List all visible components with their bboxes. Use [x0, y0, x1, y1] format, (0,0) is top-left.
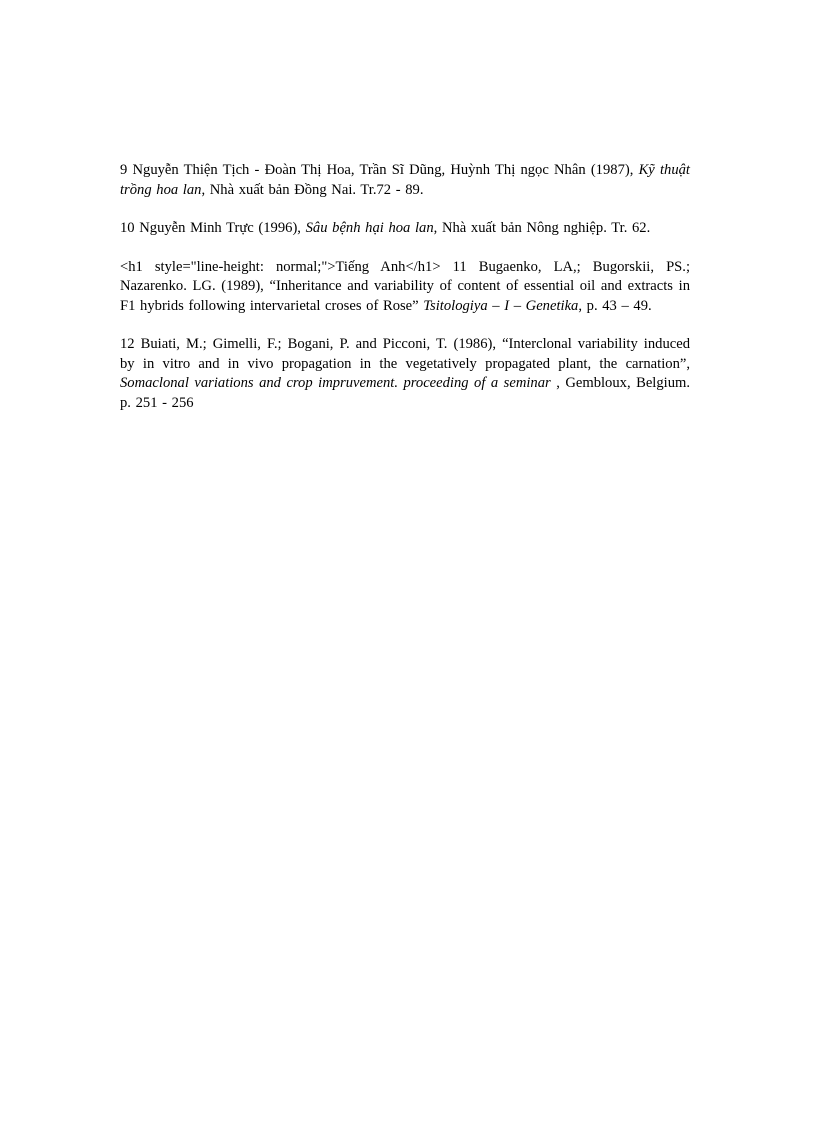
reference-title: Sâu bệnh hại hoa lan	[305, 220, 434, 236]
reference-text: 9 Nguyễn Thiện Tịch - Đoàn Thị Hoa, Trần Sĩ Dũng, Huỳnh Thị ngọc Nhân (1987),	[120, 162, 639, 178]
reference-journal: Tsitologiya – I – Genetika	[423, 297, 579, 314]
reference-pages: , Gembloux, Belgium. p. 251 - 256	[120, 375, 690, 411]
reference-text: 10 Nguyễn Minh Trực (1996),	[120, 220, 306, 236]
reference-list	[120, 161, 690, 432]
reference-publisher: , Nhà xuất bản Nông nghiệp. Tr. 62.	[433, 220, 651, 236]
reference-item-9	[120, 161, 690, 200]
reference-item-10	[120, 219, 690, 239]
reference-pages: , p. 43 – 49.	[578, 297, 652, 314]
reference-item-11	[120, 258, 690, 317]
reference-title: Kỹ thuật trồng hoa lan	[120, 162, 690, 198]
reference-publisher: , Nhà xuất bản Đồng Nai. Tr.72 - 89.	[201, 181, 424, 198]
reference-text: <h1 style="line-height: normal;">Tiếng Anh</h1> 11 Bugaenko, LA,; Bugorskii, PS.; Nazarenko. LG. (1989), “Inheritance and variability of content of essential oil and extracts in F1 hybrids following intervarietal croses of Rose”	[120, 258, 690, 314]
reference-journal: Somaclonal variations and crop impruvement. proceeding of a seminar	[120, 375, 551, 391]
reference-item-12	[120, 335, 690, 413]
reference-text: 12 Buiati, M.; Gimelli, F.; Bogani, P. and Picconi, T. (1986), “Interclonal variability induced by in vitro and in vivo propagation in the vegetatively propagated plant, the carnation”,	[120, 336, 690, 372]
